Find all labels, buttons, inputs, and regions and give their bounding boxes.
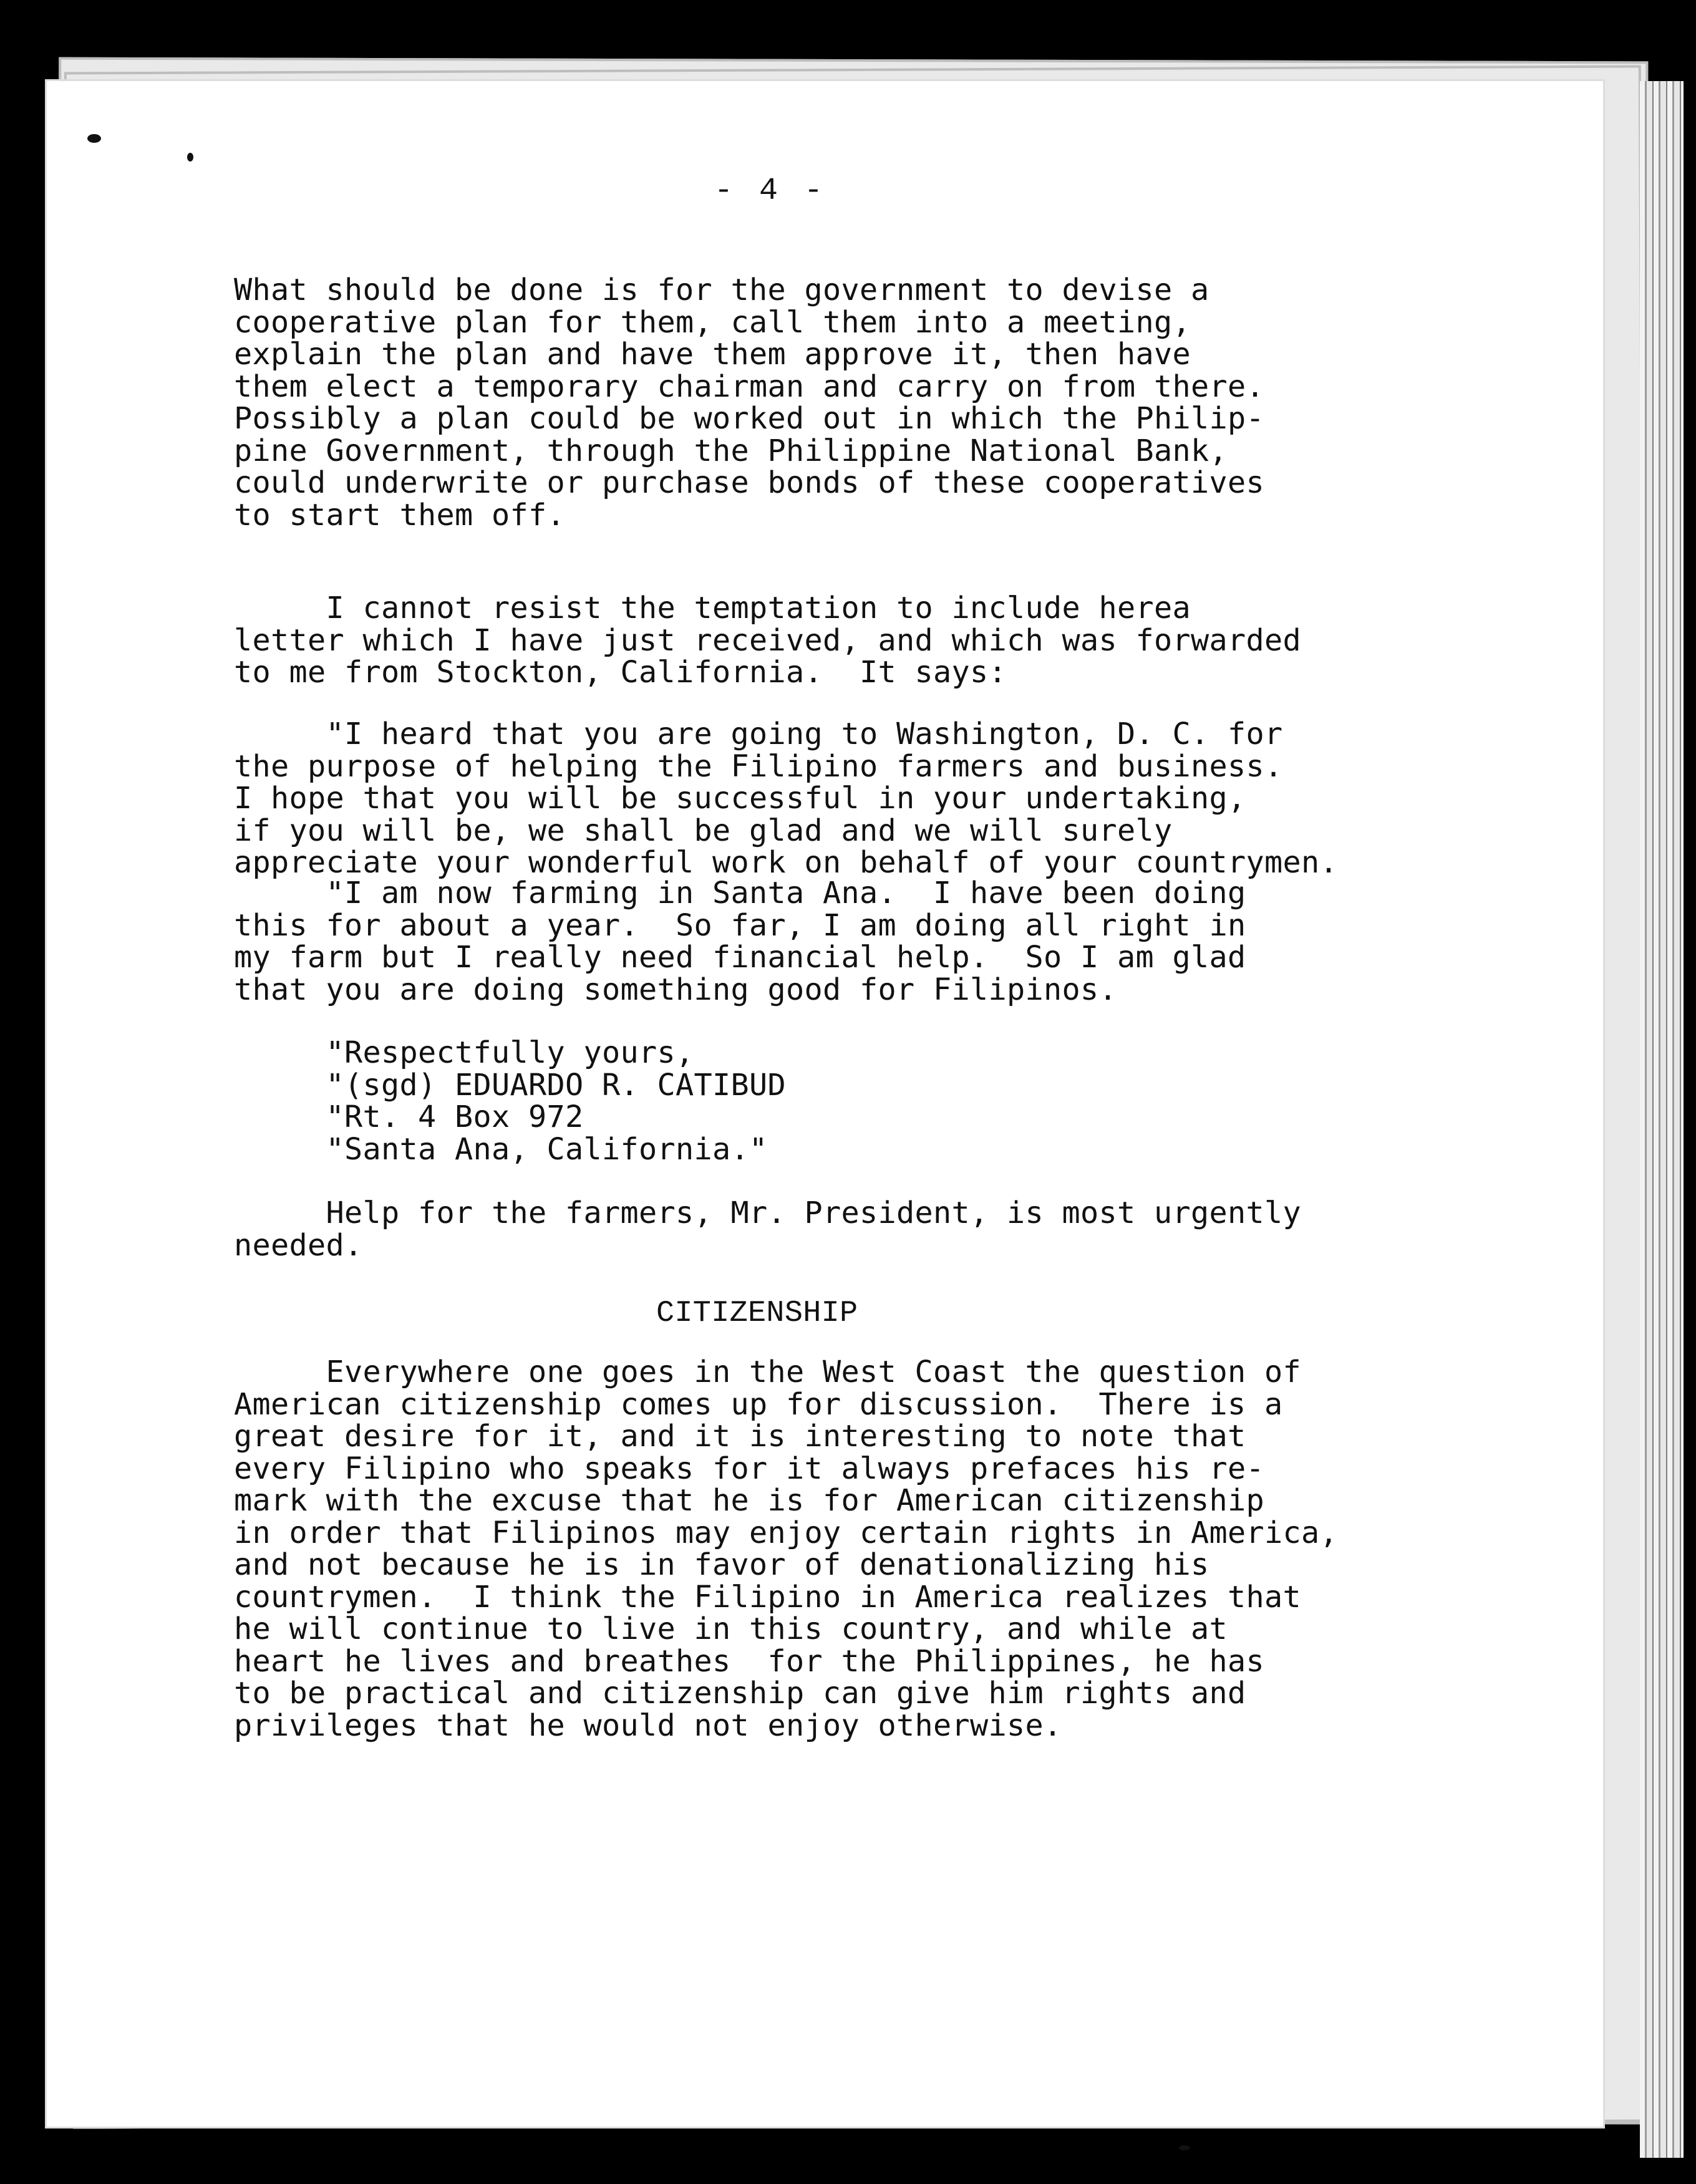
quoted-letter-paragraph-1: "I heard that you are going to Washington, D. C. for the purpose of helping the Filipino farmers and business. I hope that you will be successful in your undertaking, if you will be, we shall be glad and we will surely appreciate your wonderful work on behalf of your countrymen. [234, 717, 1338, 880]
stacked-page-edges [1640, 81, 1684, 2158]
quoted-letter-paragraph-2: "I am now farming in Santa Ana. I have been doing this for about a year. So far, I am doing all right in my farm but I really need financial help. So I am glad that you are doing something good for Filipinos. [234, 876, 1246, 1007]
ink-speck [1179, 2145, 1190, 2150]
letter-signature-block: "Respectfully yours, "(sgd) EDUARDO R. CATIBUD "Rt. 4 Box 972 "Santa Ana, California." [326, 1035, 786, 1167]
paragraph-farmers-help: Help for the farmers, Mr. President, is most urgently needed. [234, 1196, 1301, 1263]
section-heading-citizenship: CITIZENSHIP [656, 1296, 858, 1330]
page-number: - 4 - [714, 173, 827, 209]
paragraph-cooperative-plan: What should be done is for the government to devise a cooperative plan for them, call them into a meeting, explain the plan and have them approve it, then have them elect a temporary chairman and carry on from there. Possibly a plan could be worked out in which the Philip- pine Government, through the Philippine National Bank, could underwrite or purchase bonds of these cooperatives to start them off. [234, 273, 1264, 533]
ink-speck [87, 134, 101, 143]
ink-speck [187, 153, 193, 162]
paragraph-citizenship: Everywhere one goes in the West Coast the question of American citizenship comes up for discussion. There is a great desire for it, and it is interesting to note that every Filipino who speaks for it always prefaces his re- mark with the excuse that he is for American citizenship in order that Filipinos may enjoy certain rights in America, and not because he is in favor of denationalizing his countrymen. I think the Filipino in America realizes that he will continue to live in this country, and while at heart he lives and breathes for the Philippines, he has to be practical and citizenship can give him rights and privileges that he would not enjoy otherwise. [234, 1355, 1338, 1743]
paragraph-letter-intro: I cannot resist the temptation to include herea letter which I have just received, and which was forwarded to me from Stockton, California. It says: [234, 591, 1301, 690]
